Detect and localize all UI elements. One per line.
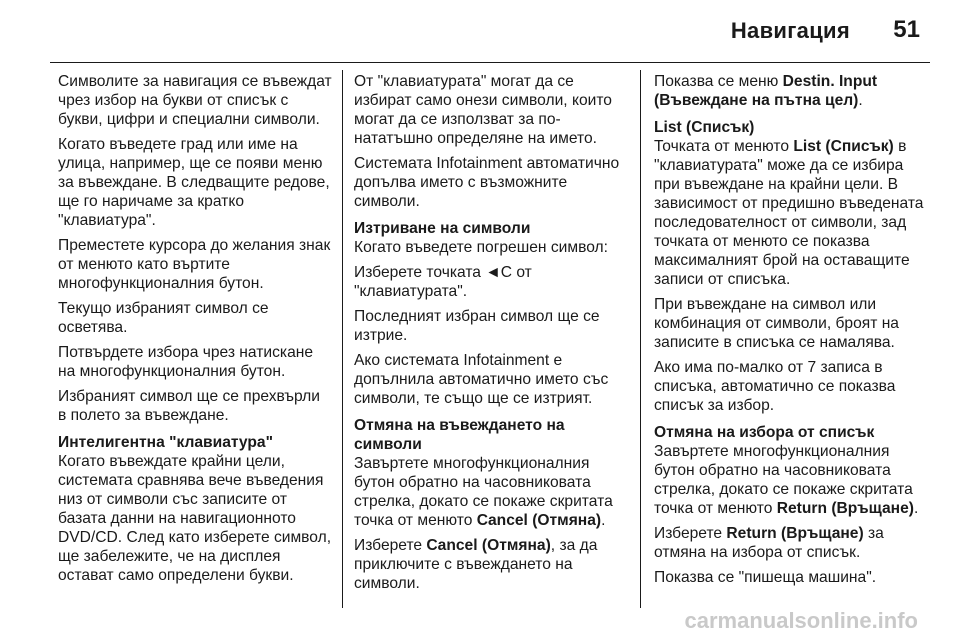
section-heading: Отмяна на избора от списък <box>654 424 875 441</box>
menu-item-term: Destin. Input (Въвеждане на пътна цел) <box>654 73 878 109</box>
paragraph <box>654 442 930 518</box>
text-run: от "клавиатурата". <box>354 264 532 300</box>
text-run: Изберете <box>354 537 427 554</box>
paragraph <box>354 263 628 301</box>
paragraph: Когато въведете погрешен символ: <box>354 239 608 256</box>
section-heading: Отмяна на въвеждането на символи <box>354 417 565 453</box>
paragraph: Преместете курсора до желания знак от менюто като въртите многофункционалния бутон. <box>58 237 331 292</box>
paragraph: Символите за навигация се въвеждат чрез избор на букви от списък с букви, цифри и специални символи. <box>58 73 332 128</box>
paragraph: Системата Infotainment автоматично допълва името с възможните символи. <box>354 155 620 210</box>
paragraph: Ако има по-малко от 7 записа в списъка, автоматично се показва списък за избор. <box>654 359 896 414</box>
watermark: carmanualsonline.info <box>684 608 918 633</box>
text-run: Изберете точката <box>354 264 486 281</box>
paragraph: Текущо избраният символ се осветява. <box>58 300 269 336</box>
paragraph <box>654 72 930 110</box>
section-heading: List (Списък) <box>654 119 755 136</box>
column-1 <box>58 72 332 612</box>
page-number: 51 <box>893 16 920 43</box>
header-divider <box>50 62 930 63</box>
paragraph: Когато въвеждате крайни цели, системата сравнява вече въведения низ от символи със записите от базата данни на навигационното DVD/CD. След като изберете символ, ще забележите, че на дисплея остават само определени букви. <box>58 453 332 584</box>
page-title: Навигация <box>730 18 850 43</box>
text-run: , за да приключите с въвеждането на символи. <box>354 537 598 592</box>
section-heading: Изтриване на символи <box>354 220 531 237</box>
text-run: . <box>913 500 919 517</box>
column-divider <box>342 70 343 608</box>
column-3 <box>654 72 930 612</box>
paragraph: Когато въведете град или име на улица, например, ще се появи меню за въвеждане. В следващите редове, ще го наричаме за кратко "клавиатура". <box>58 136 330 229</box>
text-run: Показва се меню <box>654 73 783 90</box>
paragraph: От "клавиатурата" могат да се избират само онези символи, които могат да се използват за по-нататъшно определяне на името. <box>354 73 612 147</box>
paragraph <box>654 524 930 562</box>
text-run: Завъртете многофункционалния бутон обратно на часовниковата стрелка, докато се покаже скритата точка от менюто <box>654 443 913 517</box>
text-run: за отмяна на избора от списък. <box>654 525 884 561</box>
paragraph: Ако системата Infotainment е допълнила автоматично името със символи, те също ще се изтрият. <box>354 352 609 407</box>
menu-item-term: Return (Връщане) <box>776 500 914 517</box>
paragraph <box>354 536 628 593</box>
page-header <box>0 0 960 62</box>
menu-item-term: Cancel (Отмяна) <box>426 537 551 554</box>
menu-item-term: Cancel (Отмяна) <box>476 512 602 529</box>
menu-item-term: Return (Връщане) <box>726 525 864 542</box>
text-run: Точката от менюто <box>654 138 794 155</box>
paragraph <box>654 137 930 289</box>
column-divider <box>640 70 641 608</box>
text-run: в "клавиатурата" може да се избира при въвеждане на крайни цели. В зависимост от предишно въведената последователност от символи, зад точката от менюто се показва максималният брой на оставащите записи от списъка. <box>654 138 924 288</box>
paragraph <box>354 454 628 530</box>
paragraph: Последният избран символ ще се изтрие. <box>354 308 600 344</box>
text-run: Завъртете многофункционалния бутон обратно на часовниковата стрелка, докато се покаже скритата точка от менюто <box>354 455 613 529</box>
menu-item-term: List (Списък) <box>793 138 894 155</box>
paragraph: Показва се "пишеща машина". <box>654 569 877 586</box>
paragraph: Потвърдете избора чрез натискане на многофункционалния бутон. <box>58 344 314 380</box>
text-run: Изберете <box>654 525 727 542</box>
section-heading: Интелигентна "клавиатура" <box>58 434 273 451</box>
backspace-c-icon: ◄C <box>485 264 513 281</box>
column-2 <box>354 72 628 612</box>
paragraph: Избраният символ ще се прехвърли в полето за въвеждане. <box>58 388 320 424</box>
text-run: . <box>858 92 863 109</box>
paragraph: При въвеждане на символ или комбинация от символи, броят на записите в списъка се намалява. <box>654 296 899 351</box>
text-run: . <box>601 512 606 529</box>
